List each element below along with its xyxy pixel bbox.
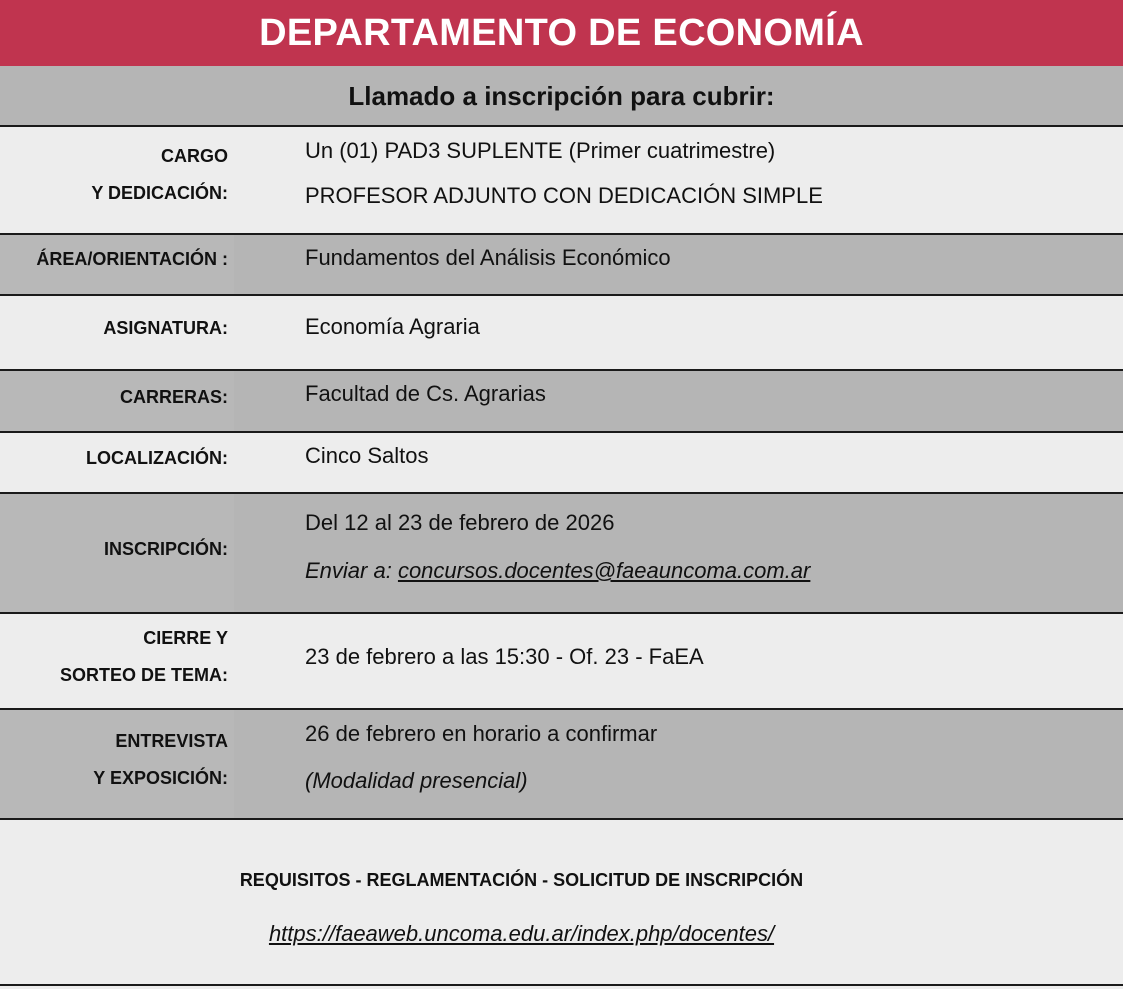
cierre-label-line2: SORTEO DE TEMA: [59,665,228,685]
row-asignatura [0,296,1123,369]
entrevista-value-line1: 26 de febrero en horario a confirmar [305,721,658,746]
cargo-value-line1: Un (01) PAD3 SUPLENTE (Primer cuatrimestre) [305,138,776,163]
cierre-label-line1: CIERRE Y [143,628,228,648]
requirements-title: REQUISITOS - REGLAMENTACIÓN - SOLICITUD DE INSCRIPCIÓN [239,870,804,890]
asignatura-label: ASIGNATURA: [103,318,228,338]
row-cierre [0,614,1123,708]
cargo-label-line2: Y DEDICACIÓN: [91,183,228,203]
localizacion-label: LOCALIZACIÓN: [86,448,228,468]
row-entrevista [0,710,1123,818]
cierre-value: 23 de febrero a las 15:30 - Of. 23 - FaEA [305,644,704,669]
area-label: ÁREA/ORIENTACIÓN : [36,249,228,269]
inscripcion-dates: Del 12 al 23 de febrero de 2026 [305,510,615,535]
row-inscripcion [0,494,1123,612]
department-title: DEPARTAMENTO DE ECONOMÍA [259,11,864,54]
entrevista-value-line2: (Modalidad presencial) [305,768,528,793]
localizacion-value: Cinco Saltos [305,443,429,468]
asignatura-value: Economía Agraria [305,314,480,339]
department-header [0,0,1123,66]
row-carreras [0,371,1123,431]
carreras-value: Facultad de Cs. Agrarias [305,381,546,406]
footer-section [0,820,1123,984]
cargo-label-line1: CARGO [161,146,228,166]
row-localizacion [0,433,1123,492]
call-title: Llamado a inscripción para cubrir: [348,80,775,111]
entrevista-label-line1: ENTREVISTA [115,731,228,751]
entrevista-label-line2: Y EXPOSICIÓN: [93,768,228,788]
row-area [0,235,1123,294]
area-value: Fundamentos del Análisis Económico [305,245,671,270]
inscripcion-send-to [305,558,810,584]
inscripcion-label: INSCRIPCIÓN: [103,539,228,559]
carreras-label: CARRERAS: [120,387,228,407]
call-subheader [0,66,1123,126]
send-prefix: Enviar a: [305,558,398,583]
cargo-value-line2: PROFESOR ADJUNTO CON DEDICACIÓN SIMPLE [305,183,823,208]
email-link[interactable]: concursos.docentes@faeauncoma.com.ar [397,558,811,583]
docentes-link[interactable]: https://faeaweb.uncoma.edu.ar/index.php/docentes/ [268,921,775,946]
divider [0,984,1123,986]
row-cargo [0,127,1123,233]
